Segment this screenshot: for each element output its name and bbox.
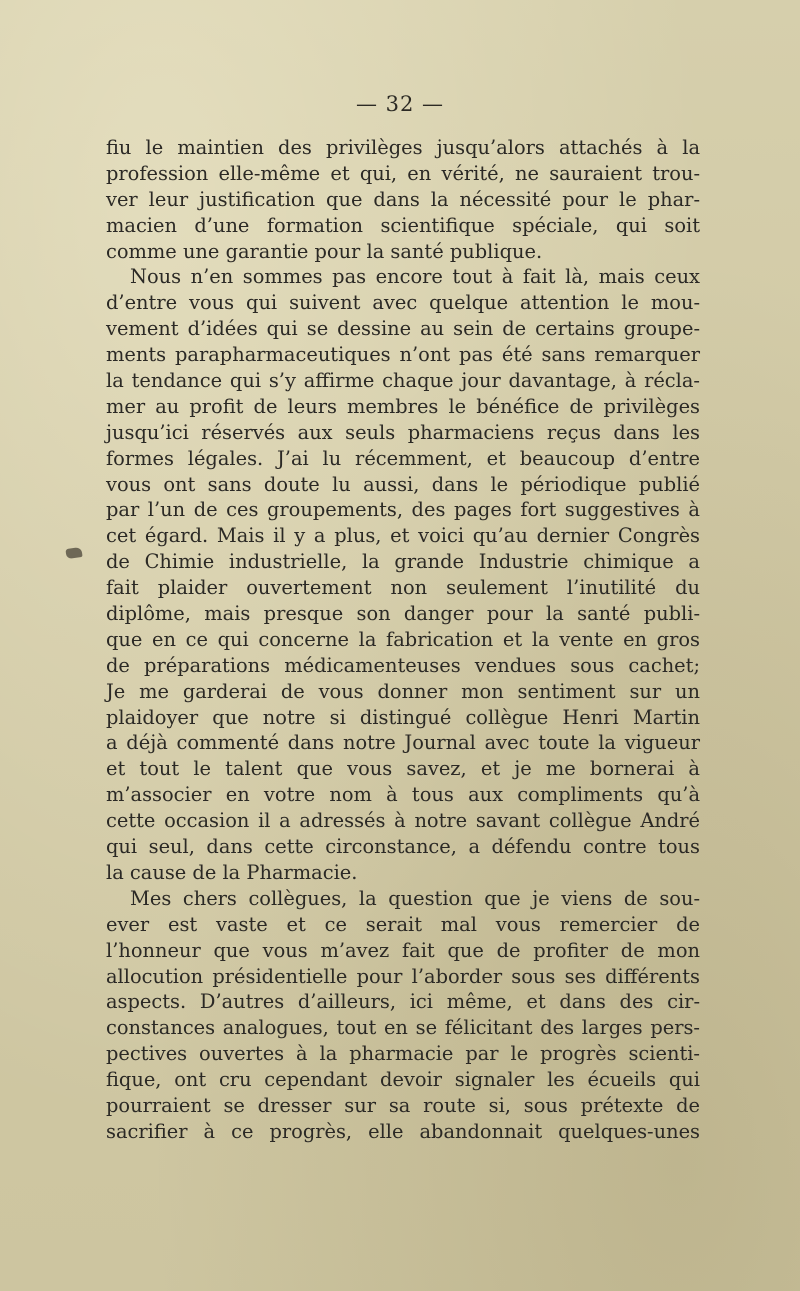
text-line: vement d’idées qui se dessine au sein de certains groupe- bbox=[106, 317, 700, 341]
text-line: qui seul, dans cette circonstance, a défendu contre tous bbox=[106, 835, 700, 859]
text-line: de préparations médicamenteuses vendues sous cachet; bbox=[106, 653, 700, 677]
text-line: pectives ouvertes à la pharmacie par le progrès scienti- bbox=[106, 1042, 700, 1066]
text-line: m’associer en votre nom à tous aux compliments qu’à bbox=[106, 783, 700, 807]
margin-ink-mark bbox=[65, 547, 82, 559]
text-line: que en ce qui concerne la fabrication et la vente en gros bbox=[106, 627, 700, 651]
text-line: cette occasion il a adressés à notre savant collègue André bbox=[106, 809, 700, 833]
text-line: sacrifier à ce progrès, elle abandonnait quelques-unes bbox=[106, 1119, 700, 1143]
text-line: constances analogues, tout en se félicitant des larges pers- bbox=[106, 1016, 700, 1040]
text-line: fique, ont cru cependant devoir signaler les écueils qui bbox=[106, 1068, 700, 1092]
text-line: plaidoyer que notre si distingué collègue Henri Martin bbox=[106, 705, 700, 729]
text-line: jusqu’ici réservés aux seuls pharmaciens reçus dans les bbox=[106, 420, 700, 444]
text-line: la cause de la Pharmacie. bbox=[106, 860, 358, 884]
body-text bbox=[106, 135, 700, 1145]
text-line: fiu le maintien des privilèges jusqu’alors attachés à la bbox=[106, 136, 700, 159]
text-line: Nous n’en sommes pas encore tout à fait là, mais ceux bbox=[130, 265, 700, 289]
text-line: d’entre vous qui suivent avec quelque attention le mou- bbox=[106, 291, 700, 315]
text-line: ments parapharmaceutiques n’ont pas été sans remarquer bbox=[106, 343, 700, 367]
text-line: macien d’une formation scientifique spéciale, qui soit bbox=[106, 213, 700, 237]
page-number: — 32 — bbox=[355, 92, 445, 116]
text-line: la tendance qui s’y affirme chaque jour davantage, à récla- bbox=[106, 369, 700, 393]
text-line: allocution présidentielle pour l’aborder sous ses différents bbox=[106, 964, 700, 988]
text-line: ver leur justification que dans la nécessité pour le phar- bbox=[106, 187, 700, 211]
text-line: mer au profit de leurs membres le bénéfice de privilèges bbox=[106, 394, 700, 418]
text-line: formes légales. J’ai lu récemment, et beaucoup d’entre bbox=[106, 446, 700, 470]
text-line: Mes chers collègues, la question que je viens de sou- bbox=[130, 886, 700, 910]
text-line: de Chimie industrielle, la grande Industrie chimique a bbox=[106, 550, 700, 574]
text-line: comme une garantie pour la santé publique. bbox=[106, 239, 543, 263]
text-line: l’honneur que vous m’avez fait que de profiter de mon bbox=[106, 938, 700, 962]
text-line: fait plaider ouvertement non seulement l’inutilité du bbox=[106, 576, 700, 600]
text-line: diplôme, mais presque son danger pour la santé publi- bbox=[106, 602, 700, 626]
text-line: aspects. D’autres d’ailleurs, ici même, et dans des cir- bbox=[106, 990, 700, 1014]
text-line: profession elle-même et qui, en vérité, ne sauraient trou- bbox=[106, 161, 700, 185]
text-line: Je me garderai de vous donner mon sentiment sur un bbox=[106, 679, 700, 703]
text-line: a déjà commenté dans notre Journal avec toute la vigueur bbox=[106, 731, 700, 755]
text-line: et tout le talent que vous savez, et je me bornerai à bbox=[106, 757, 700, 781]
text-line: pourraient se dresser sur sa route si, sous prétexte de bbox=[106, 1093, 700, 1117]
text-line: ever est vaste et ce serait mal vous remercier de bbox=[106, 912, 700, 936]
text-line: cet égard. Mais il y a plus, et voici qu’au dernier Congrès bbox=[106, 524, 700, 548]
text-line: par l’un de ces groupements, des pages fort suggestives à bbox=[106, 498, 700, 522]
text-line: vous ont sans doute lu aussi, dans le périodique publié bbox=[106, 472, 700, 496]
